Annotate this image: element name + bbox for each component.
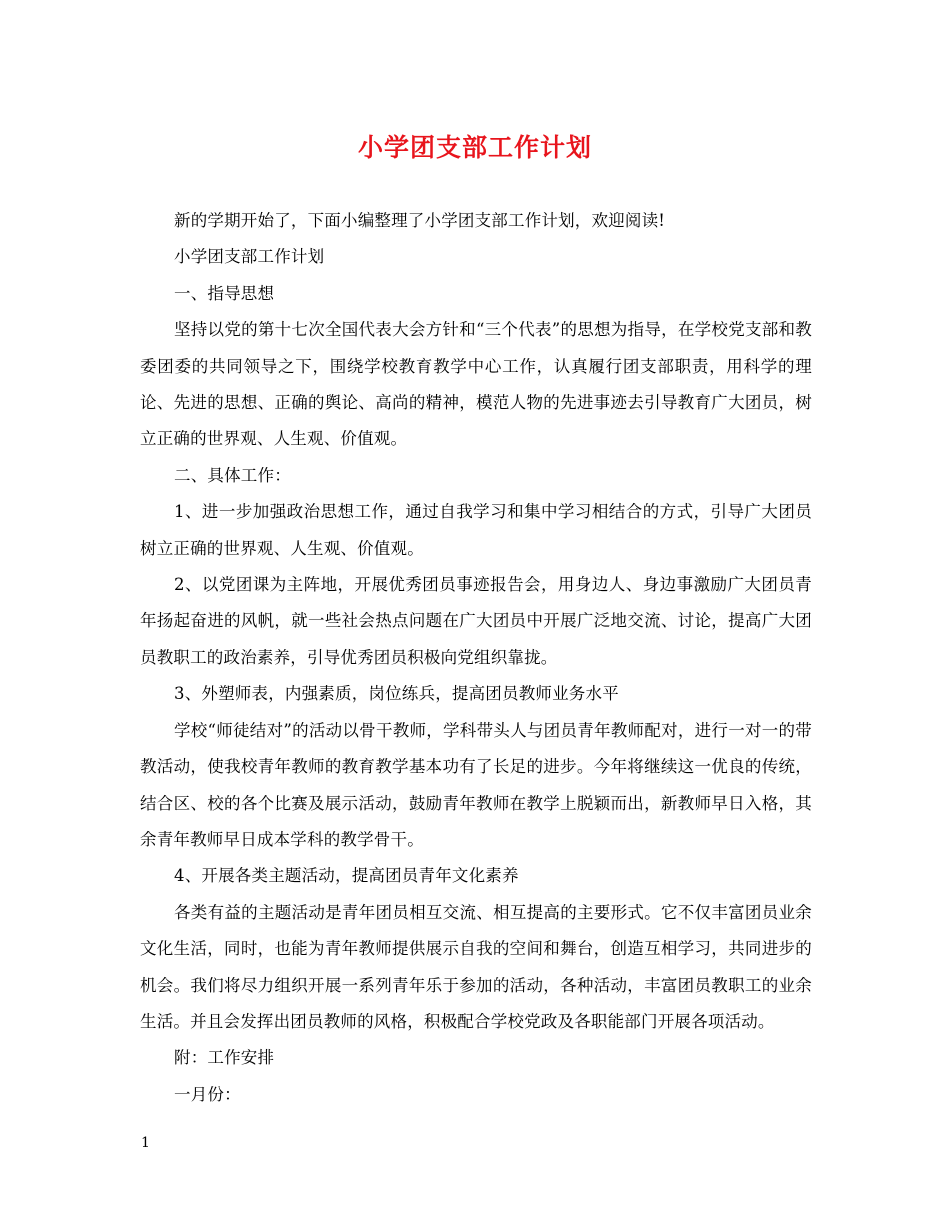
document-title: 小学团支部工作计划 (357, 133, 592, 162)
work-item-1: 1、进一步加强政治思想工作，通过自我学习和集中学习相结合的方式，引导广大团员树立正确的世界观、人生观、价值观。 (140, 502, 812, 558)
appendix-heading: 附：工作安排 (174, 1048, 275, 1068)
intro-paragraph: 新的学期开始了，下面小编整理了小学团支部工作计划，欢迎阅读! (174, 211, 666, 230)
work-item-2: 2、以党团课为主阵地，开展优秀团员事迹报告会，用身边人、身边事激励广大团员青年扬起奋进的风帆，就一些社会热点问题在广大团员中开展广泛地交流、讨论，提高广大团员教职工的政治素养，引导优秀团员积极向党组织靠拢。 (140, 575, 812, 667)
work-item-3-paragraph: 学校“师徒结对”的活动以骨干教师，学科带头人与团员青年教师配对，进行一对一的带教活动，使我校青年教师的教育教学基本功有了长足的进步。今年将继续这一优良的传统，结合区、校的各个比赛及展示活动，鼓励青年教师在教学上脱颖而出，新教师早日入格，其余青年教师早日成本学科的教学骨干。 (140, 720, 812, 849)
subtitle-paragraph: 小学团支部工作计划 (174, 247, 325, 267)
january-heading: 一月份： (174, 1084, 241, 1104)
guiding-thought-paragraph: 坚持以党的第十七次全国代表大会方针和“三个代表”的思想为指导，在学校党支部和教委团委的共同领导之下，围绕学校教育教学中心工作，认真履行团支部职责，用科学的理论、先进的思想、正确的舆论、高尚的精神，模范人物的先进事迹去引导教育广大团员，树立正确的世界观、人生观、价值观。 (140, 320, 812, 449)
document-body (140, 203, 812, 1113)
work-item-4-paragraph: 各类有益的主题活动是青年团员相互交流、相互提高的主要形式。它不仅丰富团员业余文化生活，同时，也能为青年教师提供展示自我的空间和舞台，创造互相学习，共同进步的机会。我们将尽力组织开展一系列青年乐于参加的活动，各种活动，丰富团员教职工的业余生活。并且会发挥出团员教师的风格，积极配合学校党政及各职能部门开展各项活动。 (140, 902, 812, 1031)
work-item-3-heading: 3、外塑师表，内强素质，岗位练兵，提高团员教师业务水平 (174, 684, 619, 704)
work-item-4-heading: 4、开展各类主题活动，提高团员青年文化素养 (174, 866, 519, 886)
page-number: 1 (141, 1135, 150, 1151)
section-heading-specific-work: 二、具体工作： (174, 465, 291, 485)
section-heading-guiding-thought: 一、指导思想 (174, 283, 275, 303)
